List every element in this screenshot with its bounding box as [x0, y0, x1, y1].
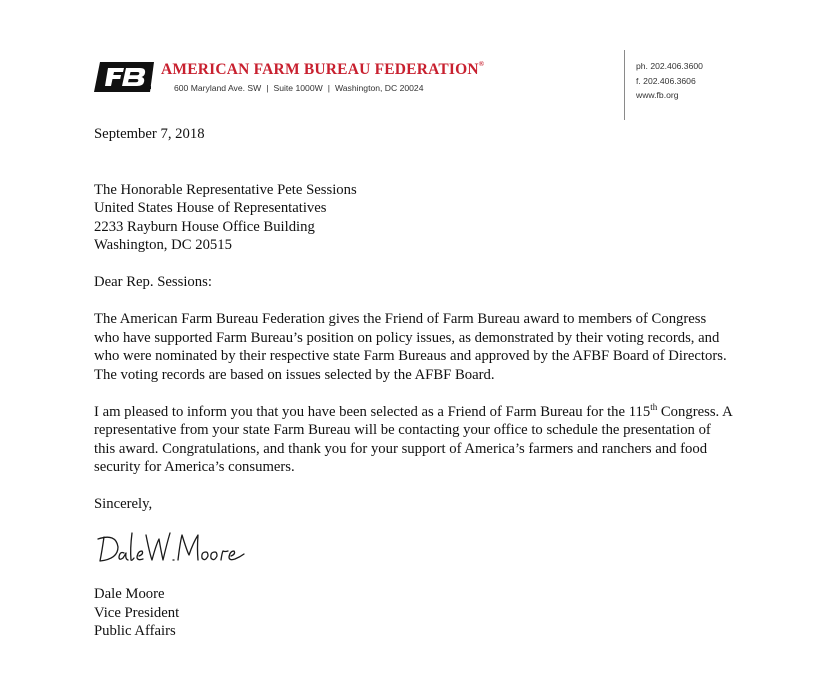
- afbf-logo-icon: [94, 62, 154, 92]
- recipient-line: 2233 Rayburn House Office Building: [94, 218, 315, 235]
- contact-info: [636, 59, 703, 103]
- fax-number: f. 202.406.3606: [636, 75, 696, 86]
- recipient-address: [94, 181, 734, 255]
- signature-image: [94, 527, 254, 577]
- letterhead: [0, 0, 814, 120]
- recipient-line: United States House of Representatives: [94, 200, 327, 216]
- signer-title: Vice President: [94, 604, 180, 621]
- signer-block: [94, 585, 179, 641]
- signer-department: Public Affairs: [94, 623, 176, 639]
- organization-address: 600 Maryland Ave. SW | Suite 1000W | Washington, DC 20024: [174, 83, 424, 93]
- paragraph-award: The American Farm Bureau Federation gives the Friend of Farm Bureau award to members of Congress who have supported Farm Bureau’s position on policy issues, as demonstrated by their voting records, and who were nominated by their respective state Farm Bureaus and approved by the AFBF Board of Directors. The voting records are based on issues selected by the AFBF Board.: [94, 311, 727, 383]
- signer-name: Dale Moore: [94, 586, 165, 602]
- paragraph-selection: I am pleased to inform you that you have been selected as a Friend of Farm Bureau for the 115th Congress. A representative from your state Farm Bureau will be contacting your office to schedule the presentation of this award. Congratulations, and thank you for your support of America’s farmers and ranchers and food security for America’s consumers.: [94, 401, 732, 475]
- website-link[interactable]: www.fb.org: [636, 90, 679, 100]
- letterhead-divider: [624, 50, 625, 120]
- letter-date: September 7, 2018: [94, 126, 205, 142]
- phone-number: ph. 202.406.3600: [636, 61, 703, 71]
- salutation: Dear Rep. Sessions:: [94, 274, 212, 290]
- recipient-line: Washington, DC 20515: [94, 237, 232, 253]
- recipient-line: The Honorable Representative Pete Sessions: [94, 181, 357, 198]
- organization-name: AMERICAN FARM BUREAU FEDERATION®: [161, 60, 485, 78]
- letter-body: [94, 125, 734, 514]
- closing: Sincerely,: [94, 496, 153, 512]
